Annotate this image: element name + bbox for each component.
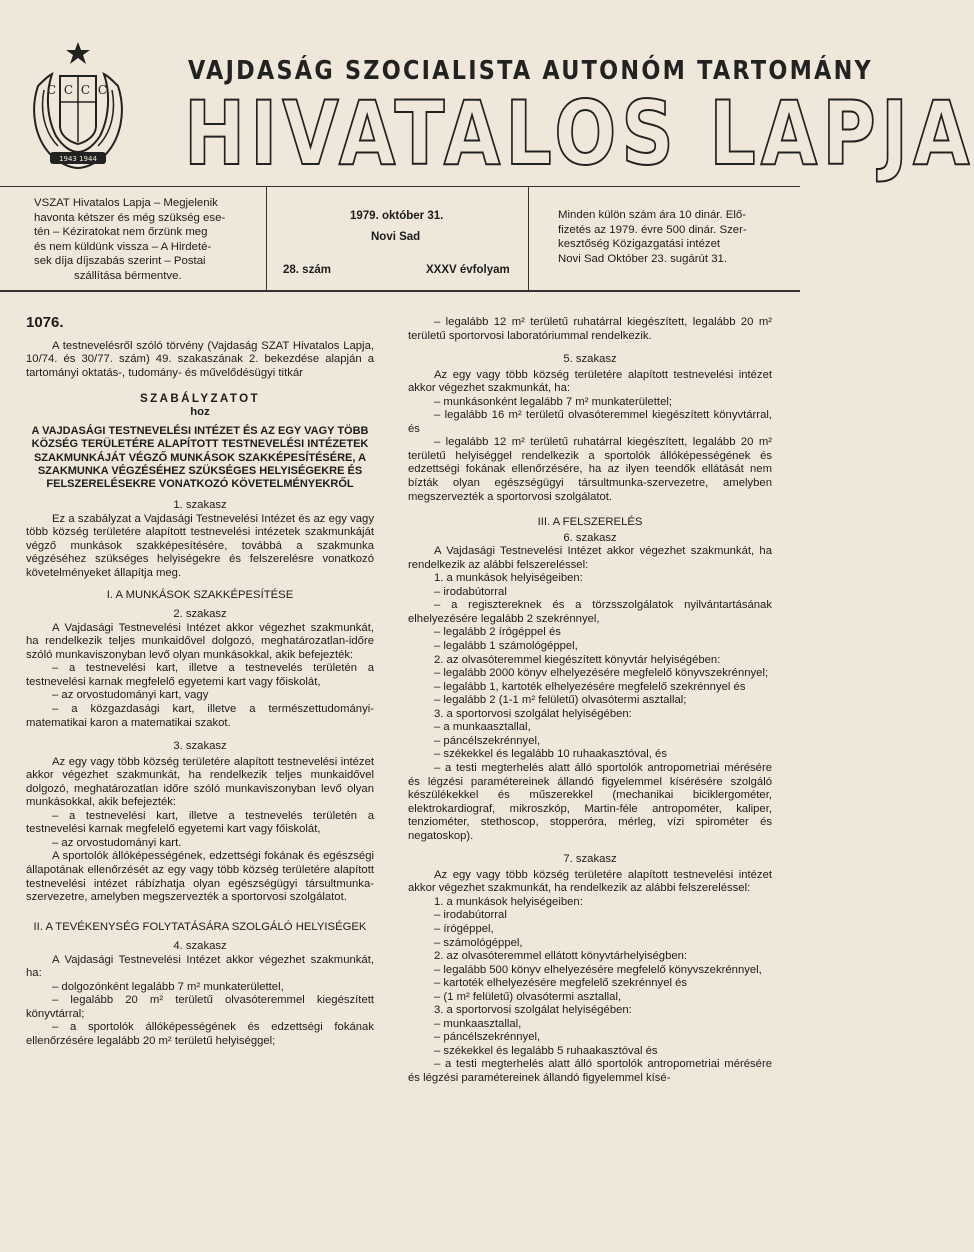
list-item: – az orvostudományi kart. — [52, 836, 182, 849]
list-item: 3. a sportorvosi szolgálat helyiségében: — [434, 1004, 632, 1017]
header-right-line: Novi Sad Október 23. sugárút 31. — [558, 252, 728, 265]
list-item: 1. a munkások helyiségeiben: — [434, 895, 583, 908]
list-item: – legalább 12 m² területű ruhatárral kiegészített, legalább 20 m² területű helyiséggel rendelkezik a sportolók állóképességének és edzettségi fokának ellenőrzésére, ha az ilyen teendők ellátását nem bízták olyan egészségügyi társultmunka-szervezetre, amelyben megszervezték a sportorvosi szolgálatot. — [408, 436, 772, 503]
list-item: – legalább 2 (1-1 m² felületű) olvasótermi asztallal; — [434, 694, 687, 707]
list-item: – számológéppel, — [434, 936, 523, 949]
list-item: – legalább 1 számológéppel, — [434, 640, 578, 653]
header-left-line: szállítása bérmentve. — [74, 269, 182, 282]
list-item: – páncélszekrénnyel, — [434, 1031, 541, 1044]
list-item: 3. a sportorvosi szolgálat helyiségében: — [434, 707, 632, 720]
list-item: – az orvostudományi kart, vagy — [52, 689, 209, 702]
emblem-dates: 1943 1944 — [59, 155, 97, 163]
list-item: – irodabútorral — [434, 909, 507, 922]
regulation-title: SZABÁLYZATOT — [139, 392, 261, 406]
list-item: 2. az olvasóteremmel ellátott könyvtárhelyiségben: — [434, 950, 688, 963]
list-item: – munkásonként legalább 7 m² munkaterülettel; — [434, 395, 672, 408]
section-text: A Vajdasági Testnevelési Intézet akkor végezhet szakmunkát, ha rendelkezik az alábbi felszereléssel: — [408, 545, 772, 571]
header-publication-info — [34, 196, 256, 284]
section-heading: 2. szakasz — [173, 608, 227, 621]
header-divider-left — [266, 186, 267, 290]
header-left-line: sek díja díjszabás szerint – Postai — [34, 255, 206, 268]
emblem-letters: С С С С — [46, 83, 110, 97]
list-item: – legalább 20 m² területű olvasóteremmel kiegészített könyvtárral; — [26, 994, 374, 1020]
list-item: – a munkaasztallal, — [434, 721, 531, 734]
list-item: – kartoték elhelyezésére megfelelő szekrénnyel és — [434, 977, 688, 990]
list-item: – legalább 1, kartoték elhelyezésére megfelelő szekrénnyel és — [434, 680, 746, 693]
header-divider-right — [528, 186, 529, 290]
regulation-title-hoz: hoz — [190, 405, 210, 418]
list-item: – a közgazdasági kart, illetve a természettudományi-matematikai karon a matematikai szakot. — [26, 702, 374, 729]
section-heading: 3. szakasz — [173, 740, 227, 753]
issue-number: 28. szám — [283, 264, 331, 276]
section-text: A sportolók állóképességének, edzettségi fokának és egészségi állapotának ellenőrzését az egy vagy több község területére alapított testnevelési intézet rábízhatja olyan egészségügyi társultmunka-szervezetre, amelyben megszervezték a sportorvosi szolgálatot. — [26, 850, 374, 904]
header-left-line: havonta kétszer és még szükség ese- — [34, 211, 226, 224]
list-item: – páncélszekrénnyel, — [434, 734, 541, 747]
header-right-line: Minden külön szám ára 10 dinár. Elő- — [558, 209, 747, 221]
issue-volume: XXXV évfolyam — [426, 264, 510, 276]
section-text: A Vajdasági Testnevelési Intézet akkor végezhet szakmunkát, ha rendelkezik teljes munkaidővel dolgozó, meghatározatlan-időre szóló munkaviszonyban levő olyan munkásokkal, akik befejezték: — [26, 621, 374, 661]
issue-date: 1979. október 31. — [350, 210, 444, 222]
header-left-line: VSZAT Hivatalos Lapja – Megjelenik — [34, 197, 218, 209]
issue-place: Novi Sad — [371, 231, 421, 243]
left-column — [26, 316, 374, 1049]
list-item: – a sportolók állóképességének és edzettségi fokának ellenőrzésére legalább 20 m² területű helyiséggel; — [26, 1021, 374, 1047]
list-item: – a regisztereknek és a törzsszolgálatok nyilvántartásának elhelyezésére legalább 2 szekrénnyel, — [408, 599, 772, 625]
header-top-rule — [0, 186, 800, 187]
header-left-line: és nem küldünk vissza – A Hirdeté- — [34, 240, 212, 253]
section-text: Az egy vagy több község területére alapított testnevelési intézet akkor végezhet szakmunkát, ha: — [408, 368, 772, 395]
section-text: A Vajdasági Testnevelési Intézet akkor végezhet szakmunkát, ha: — [26, 953, 374, 980]
chapter-heading: III. A FELSZERELÉS — [537, 516, 643, 529]
list-item: – a testnevelési kart, illetve a testnevelés területén a testnevelési karnak megfelelő egyetemi kart vagy főiskolát, — [26, 809, 374, 836]
list-item: – a testi megterhelés alatt álló sportolók antropometriai mérésére és légzési paramétereinek állandó figyelemmel kísé- — [408, 1058, 772, 1084]
section-text: Az egy vagy több község területére alapított testnevelési intézet akkor végezhet szakmunkát, ha rendelkezik teljes munkaidővel dolgozó, meghatározatlan időre szóló munkaviszonyban levő olyan munkásokkal, akik befejezték: — [26, 755, 374, 809]
section-heading: 1. szakasz — [173, 499, 227, 512]
masthead-title: HIVATALOS LAPJA — [184, 82, 974, 185]
list-item: – irodabútorral — [434, 585, 507, 598]
chapter-heading: I. A MUNKÁSOK SZAKKÉPESÍTÉSE — [106, 588, 294, 601]
list-item: – (1 m² felületű) olvasótermi asztallal, — [434, 990, 622, 1003]
list-item: – a testi megterhelés alatt álló sportolók antropometriai mérésére és légzési paramétereinek állandó figyelemmel kísérésére szolgáló készülékekkel és műszerekkel (mechanikai biciklergométer, elektrokardiograf, mikroszkóp, Martin-féle antropométer, kaliper, tenziométer, stethoscop, stopperóra, mérleg, vízi spirométer és negatoskop). — [408, 761, 772, 842]
regulation-subject: A VAJDASÁGI TESTNEVELÉSI INTÉZET ÉS AZ EGY VAGY TÖBB KÖZSÉG TERÜLETÉRE ALAPÍTOTT TESTNEVELÉSI INTÉZETEK SZAKMUNKÁJÁT VÉGZŐ MUNKÁSOK SZAKKÉPESÍTÉSÉRE, A SZAKMUNKA VÉGZÉSÉHEZ SZÜKSÉGES HELYISÉGEKRE ÉS FELSZERELÉSEKRE VONATKOZÓ KÖVETELMÉNYEKRŐL — [31, 425, 369, 491]
section-heading: 4. szakasz — [173, 940, 227, 953]
header-right-line: kesztőség Közigazgatási intézet — [558, 238, 721, 251]
list-item: 2. az olvasóteremmel kiegészített könyvtár helyiségében: — [434, 653, 721, 666]
header-left-line: tén – Kéziratokat nem őrzünk meg — [34, 226, 208, 239]
header-bottom-rule — [0, 290, 800, 292]
header-right-line: fizetés az 1979. évre 500 dinár. Szer- — [558, 223, 747, 236]
section-heading: 7. szakasz — [563, 853, 617, 866]
section-heading: 5. szakasz — [563, 353, 617, 366]
intro-paragraph: A testnevelésről szóló törvény (Vajdaság SZAT Hivatalos Lapja, 10/74. és 30/77. szám) 49. szakaszának 2. bekezdése alapján a tartományi oktatás-, tudomány- és művelődésügyi titkár — [26, 339, 374, 379]
list-item: – a testnevelési kart, illetve a testnevelés területén a testnevelési karnak megfelelő egyetemi kart vagy főiskolát, — [26, 662, 374, 688]
header-price-info — [558, 208, 780, 266]
list-item: – székekkel és legalább 5 ruhaakasztóval és — [434, 1044, 658, 1057]
list-item: – munkaasztallal, — [434, 1017, 522, 1030]
section-heading: 6. szakasz — [563, 531, 617, 544]
list-item: – legalább 16 m² területű olvasóteremmel kiegészített könyvtárral, és — [408, 409, 772, 435]
coat-of-arms-emblem — [24, 40, 132, 176]
section-text: Ez a szabályzat a Vajdasági Testnevelési Intézet és az egy vagy több község területére alapított testnevelési intézetek szakmunkáját végző munkások szakképesítésére, továbbá a szakmunka végzéséhez szükséges helyiségekre és felszerelésre vonatkozó követelményeket állapítja meg. — [26, 512, 374, 580]
section-text: Az egy vagy több község területére alapított testnevelési intézet akkor végezhet szakmunkát, ha rendelkezik az alábbi felszereléssel: — [408, 868, 772, 895]
list-item: – dolgozónként legalább 7 m² munkaterülettel, — [52, 980, 284, 993]
list-item: – legalább 500 könyv elhelyezésére megfelelő könyvszekrénnyel, — [434, 963, 762, 976]
list-item: – legalább 2 írógéppel és — [434, 626, 561, 639]
masthead-top-line: VAJDASÁG SZOCIALISTA AUTONÓM TARTOMÁNY — [188, 56, 873, 86]
list-item: 1. a munkások helyiségeiben: — [434, 572, 583, 585]
list-item: – székekkel és legalább 10 ruhaakasztóval, és — [434, 748, 667, 761]
list-item: – írógéppel, — [434, 922, 494, 935]
right-column — [408, 316, 772, 1086]
list-item: – legalább 2000 könyv elhelyezésére megfelelő könyvszekrénnyel; — [434, 667, 769, 680]
document-number: 1076. — [26, 314, 64, 331]
list-item: – legalább 12 m² területű ruhatárral kiegészített, legalább 20 m² területű sportorvosi laboratóriummal rendelkezik. — [408, 316, 772, 342]
chapter-heading: II. A TEVÉKENYSÉG FOLYTATÁSÁRA SZOLGÁLÓ HELYISÉGEK — [33, 920, 367, 933]
